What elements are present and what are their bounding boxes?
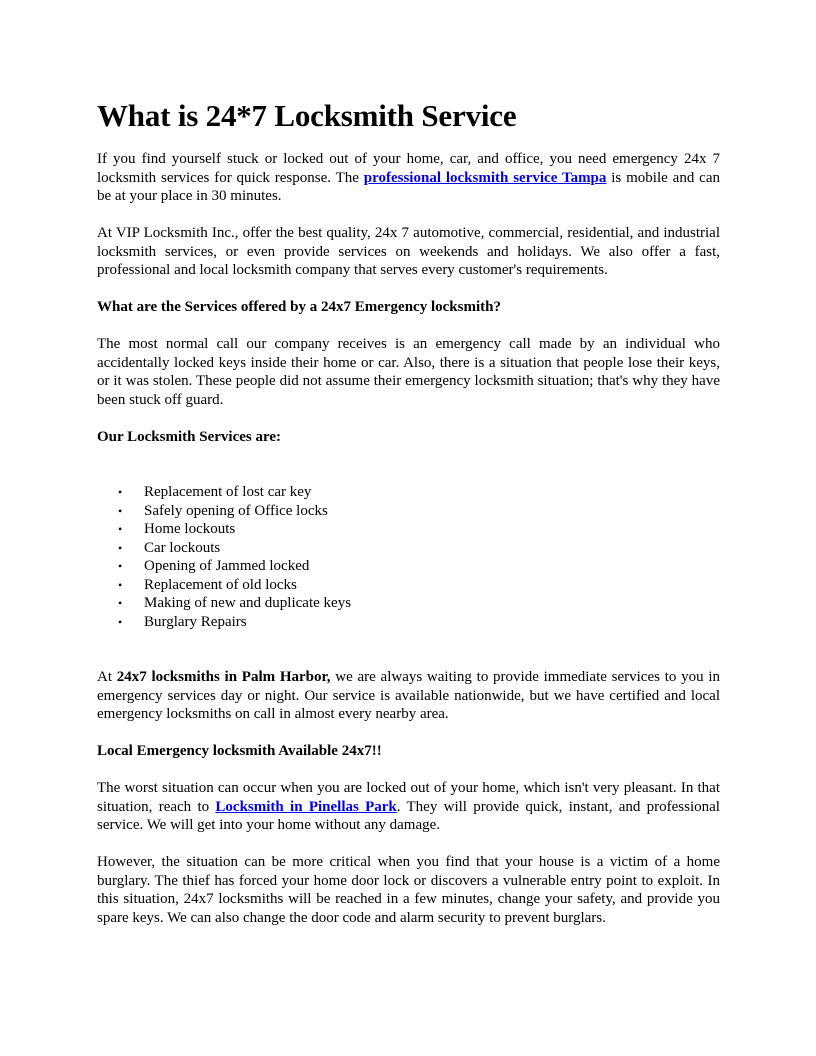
list-item (97, 520, 720, 539)
bullet-icon: • (118, 485, 123, 499)
intro-paragraph (97, 150, 720, 206)
bullet-icon: • (118, 559, 123, 573)
locksmith-pinellas-park-link[interactable]: Locksmith in Pinellas Park (215, 798, 397, 815)
bullet-icon: • (118, 522, 123, 536)
bullet-icon: • (118, 614, 123, 629)
bullet-icon: • (118, 540, 123, 555)
palm-harbor-text-after: we are always waiting to provide immediate services to you in emergency services day or night. Our service is available nationwide, but we have certified and local emergency locksmiths on call in almost every nearby area. (97, 669, 720, 722)
normal-call-paragraph: The most normal call our company receives is an emergency call made by an individual who accidentally locked keys inside their home or car. Also, there is a situation that people lose their keys, or it was stolen. These people did not assume their emergency locksmith situation; that's why they have been stuck off guard. (97, 336, 720, 408)
bullet-icon: • (118, 577, 123, 592)
list-item (97, 539, 720, 558)
burglary-paragraph: However, the situation can be more critical when you find that your house is a victim of a home burglary. The thief has forced your home door lock or discovers a vulnerable entry point to exploit. In this situation, 24x7 locksmiths will be reached in a few minutes, change your safety, and provide you spare keys. We can also change the door code and alarm security to prevent burglars. (97, 854, 720, 926)
service-label: Car lockouts (144, 539, 221, 556)
palm-harbor-paragraph (97, 668, 720, 724)
list-item (97, 557, 720, 576)
service-label: Replacement of lost car key (144, 484, 312, 500)
service-label: Opening of Jammed locked (144, 558, 310, 574)
service-label: Making of new and duplicate keys (144, 595, 352, 611)
services-offered-heading: What are the Services offered by a 24x7 Emergency locksmith? (97, 299, 501, 315)
list-item (97, 483, 720, 502)
professional-locksmith-tampa-link[interactable]: professional locksmith service Tampa (363, 169, 607, 186)
list-item (97, 613, 720, 632)
bullet-icon: • (118, 596, 123, 610)
service-label: Safely opening of Office locks (144, 502, 328, 519)
intro-text-after: is mobile and can be at your place in 30 minutes. (97, 169, 720, 204)
service-label: Replacement of old locks (144, 576, 297, 593)
document-page (97, 96, 720, 946)
worst-situation-paragraph (97, 779, 720, 835)
list-item (97, 502, 720, 521)
bullet-icon: • (118, 503, 123, 518)
our-services-heading: Our Locksmith Services are: (97, 428, 282, 445)
list-item (97, 594, 720, 613)
local-emergency-heading: Local Emergency locksmith Available 24x7!! (97, 743, 382, 759)
worst-text-after: . They will provide quick, instant, and professional service. We will get into your home without any damage. (97, 798, 720, 833)
services-list (97, 483, 720, 631)
list-item (97, 576, 720, 595)
service-label: Burglary Repairs (144, 613, 247, 630)
palm-harbor-text-before: At (97, 669, 117, 685)
palm-harbor-bold: 24x7 locksmiths in Palm Harbor, (116, 669, 331, 685)
service-label: Home lockouts (144, 521, 236, 537)
worst-text-before: The worst situation can occur when you are locked out of your home, which isn't very pleasant. In that situation, reach to (97, 780, 720, 815)
vip-paragraph: At VIP Locksmith Inc., offer the best quality, 24x 7 automotive, commercial, residential, and industrial locksmith services, or even provide services on weekends and holidays. We also offer a fast, professional and local locksmith company that serves every customer's requirements. (97, 225, 720, 278)
page-title: What is 24*7 Locksmith Service (97, 98, 517, 133)
intro-text-before: If you find yourself stuck or locked out of your home, car, and office, you need emergency 24x 7 locksmith services for quick response. The (97, 151, 720, 186)
